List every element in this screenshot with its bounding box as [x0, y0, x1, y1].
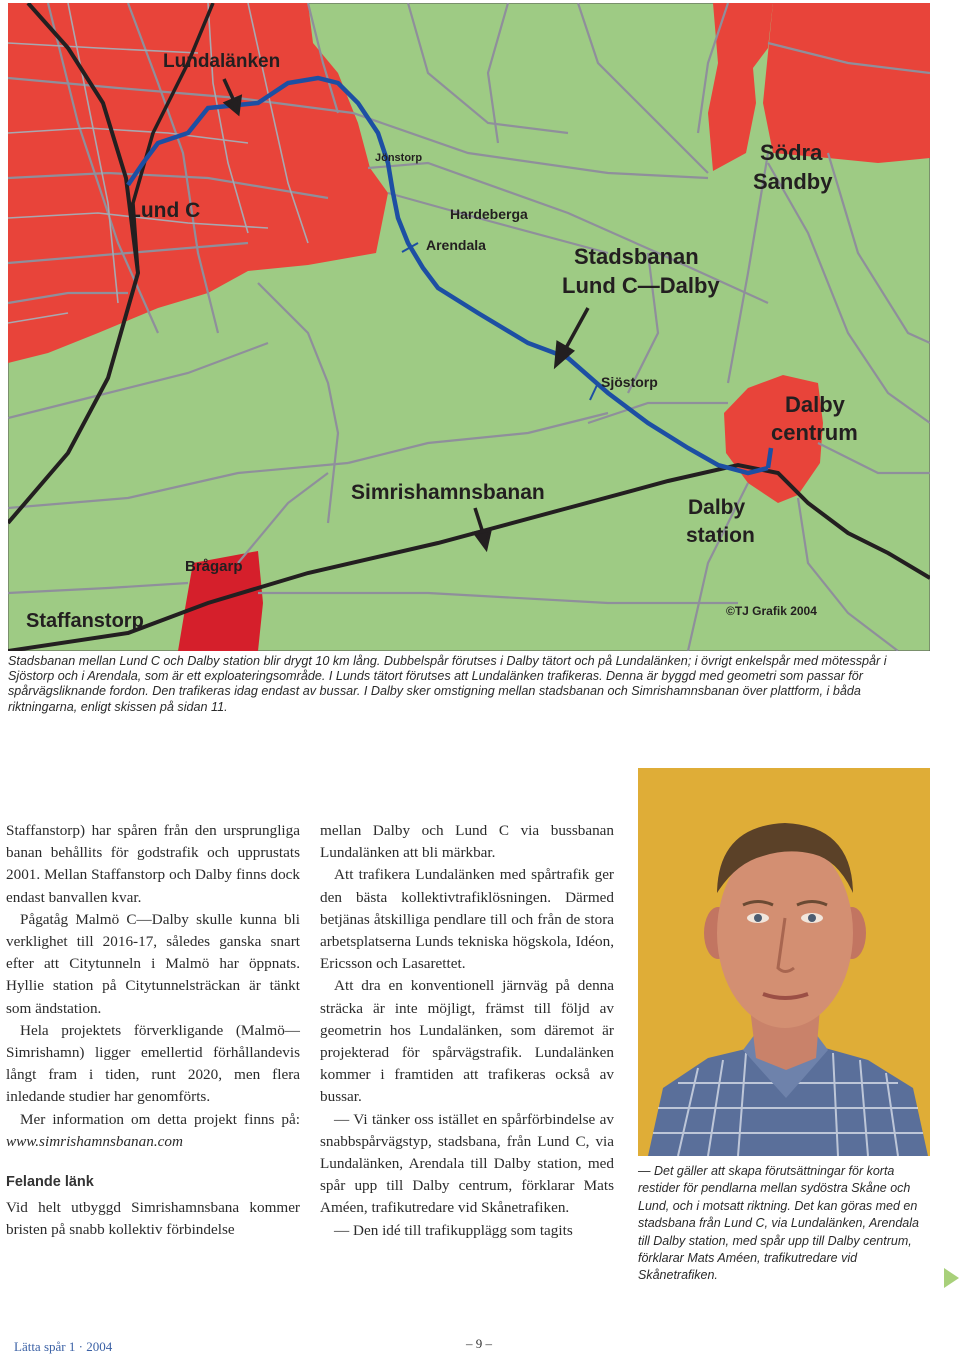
photo-caption: — Det gäller att skapa förutsättningar för korta restider för pendlarna mellan sydöstra Skåne och Lund, och i motsatt riktning. Det kan göras med en stadsbana från Lund C, via Lundalänken, Arendala till Dalby station, med spår upp till Dalby centrum, förklarar Mats Améen, trafikutredare vid Skånetrafiken.	[638, 1164, 919, 1283]
portrait-photo	[638, 768, 930, 1156]
map-label-bragarp: Brågarp	[185, 558, 243, 575]
map-label-lundalanken: Lundalänken	[163, 51, 281, 72]
subheading-felande-lank: Felande länk	[6, 1174, 94, 1191]
col1-paragraph-3: Hela projektets förverkligande (Malmö—Simrishamn) ligger emellertid förhållandevis långt fram i tiden, runt 2020, men flera inledande studier har genomförts.	[6, 1021, 300, 1106]
col1-paragraph-5: Vid helt utbyggd Simrishamnsbana kommer bristen på snabb kollektiv förbindelse	[6, 1199, 300, 1239]
map-label-sjostorp: Sjöstorp	[601, 374, 658, 390]
article-column-2	[320, 820, 614, 1242]
map-label-dalby-station-1: Dalby	[688, 496, 746, 519]
map-label-stadsbanan: Stadsbanan	[574, 244, 699, 269]
map-label-hardeberga: Hardeberga	[450, 206, 528, 222]
map-label-dalby-centrum-2: centrum	[771, 420, 858, 445]
map-label-lund-c: Lund C	[128, 199, 201, 222]
col1-paragraph-1: Staffanstorp) har spåren från den ursprungliga banan behållits för godstrafik och upprustats 2001. Mellan Staffanstorp och Dalby finns dock endast banvallen kvar.	[6, 822, 300, 906]
map-label-sandby: Sandby	[753, 169, 833, 194]
website-link[interactable]: www.simrishamnsbanan.com	[6, 1132, 183, 1150]
map-label-simrishamnsbanan: Simrishamnsbanan	[351, 481, 545, 504]
col2-paragraph-1: mellan Dalby och Lund C via bussbanan Lundalänken att bli märkbar.	[320, 822, 614, 862]
map-label-staffanstorp: Staffanstorp	[26, 610, 144, 632]
col2-paragraph-4: — Vi tänker oss istället en spårförbindelse av snabbspårvägstyp, stadsbana, från Lund C, via Lundalänken, Arendala till Dalby station, med spår upp till Dalby centrum, förklarar Mats Améen, trafikutredare vid Skånetrafiken.	[320, 1110, 614, 1217]
col1-paragraph-2: Pågatåg Malmö C—Dalby skulle kunna bli verklighet till 2016-17, således ganska snart efter att Citytunneln i Malmö har öppnats. Hyllie station på Citytunnelsträckan är tänkt som ändstation.	[6, 910, 300, 1017]
col2-paragraph-2: Att trafikera Lundalänken med spårtrafik ger den bästa kollektivtrafiklösningen. Därmed betjänas åtskilliga pendlare till och från de stora arbetsplatserna Lunds tekniska högskola, Idéon, Ericsson och Lasarettet.	[320, 866, 614, 973]
col2-paragraph-3: Att dra en konventionell järnväg på denna sträcka är inte möjligt, främst till följd av geometrin hos Lundalänken, som däremot är projekterad för spårvägstrafik. Lundalänken kommer i framtiden att trafikeras också av bussar.	[320, 977, 614, 1106]
map-label-arendala: Arendala	[426, 237, 486, 253]
map-label-sodra: Södra	[760, 140, 823, 165]
map-label-dalby-station-2: station	[686, 524, 755, 547]
map-label-jonstorp: Jönstorp	[375, 152, 423, 164]
map-caption: Stadsbanan mellan Lund C och Dalby station blir drygt 10 km lång. Dubbelspår förutses i Dalby tätort och på Lundalänken; i övrigt enkelspår med mötesspår i Sjöstorp och i Arendala, som är ett exploateringsområde. I Lunds tätort förutses att Lundalänken trafikeras. Denna är byggd med geometri som passar för spårvägsliknande fordon. Den trafikeras idag endast av bussar. I Dalby sker omstigning mellan stadsbanan och Simrishamnsbanan över plattform, i båda riktningarna, enligt skissen på sidan 11.	[8, 654, 887, 714]
more-info-text: Mer information om detta projekt finns på:	[20, 1110, 300, 1128]
next-page-arrow-icon	[942, 1267, 960, 1289]
route-map	[8, 3, 930, 651]
sodra-sandby-urban-area-2	[763, 3, 930, 163]
article-column-1	[6, 820, 300, 1242]
col2-paragraph-5: — Den idé till trafikupplägg som tagits	[334, 1221, 573, 1239]
map-credit: ©TJ Grafik 2004	[726, 604, 817, 618]
col1-paragraph-4	[6, 1109, 300, 1153]
footer-publication: Lätta spår 1 · 2004	[14, 1339, 113, 1354]
map-label-dalby-centrum-1: Dalby	[785, 392, 845, 417]
stadsbanan-dalby-branch	[768, 448, 771, 468]
page-number: – 9 –	[466, 1336, 492, 1351]
map-label-lund-c-dalby: Lund C—Dalby	[562, 273, 720, 298]
